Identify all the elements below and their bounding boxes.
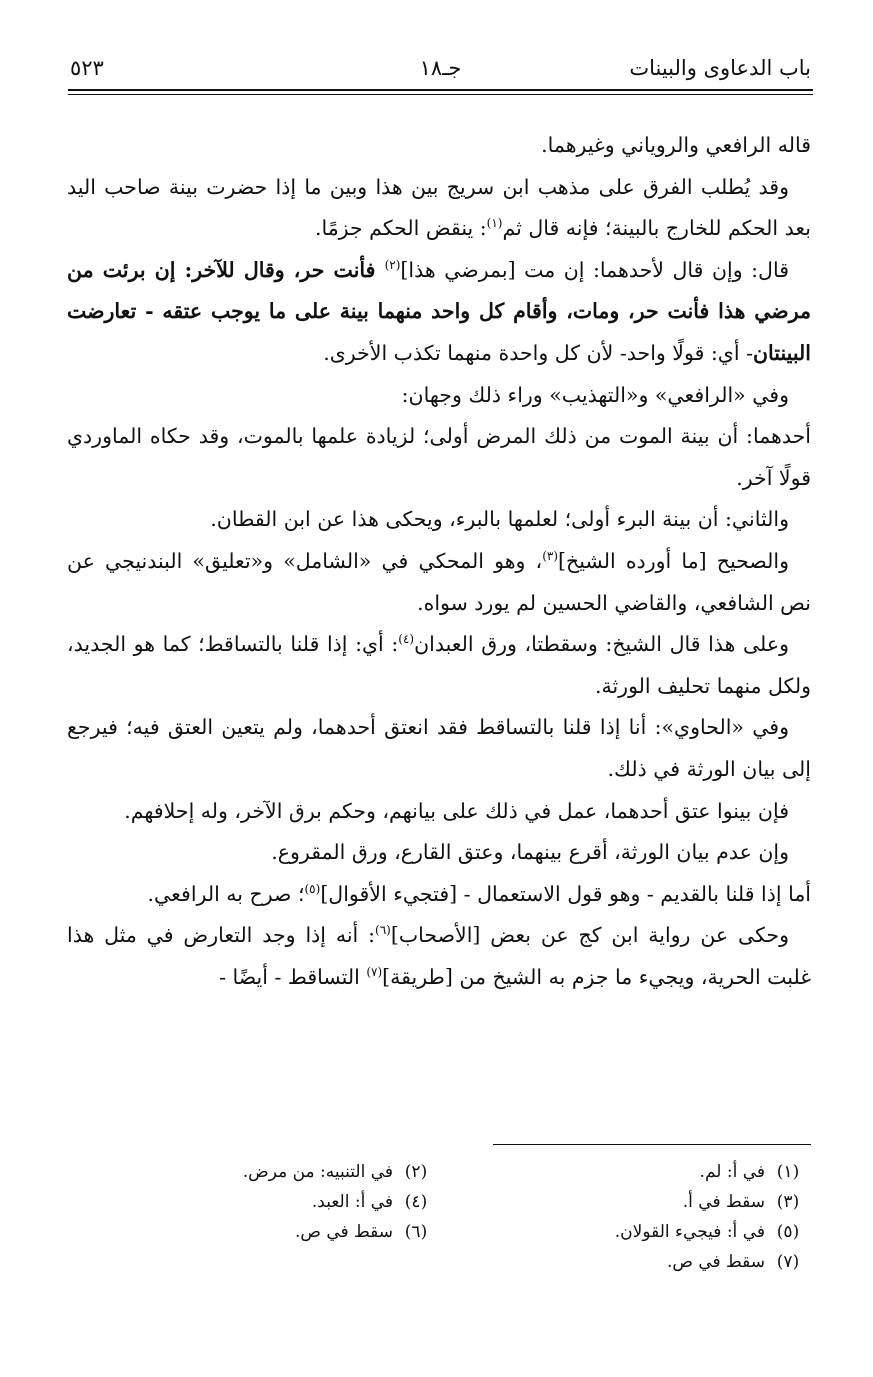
paragraph-text: وفي «الرافعي» و«التهذيب» وراء ذلك وجهان: [401, 382, 789, 407]
footnote [67, 1217, 439, 1247]
footnote-number: (٤) [404, 1192, 428, 1212]
footnote-ref: (١) [486, 216, 503, 231]
paragraph-text: والصحيح [ما أورده الشيخ] [558, 548, 789, 573]
header-rule-thick [68, 89, 813, 91]
footnote-text: سقط في أ. [682, 1192, 765, 1212]
footnote-ref: (٥) [304, 881, 321, 896]
paragraph [67, 791, 811, 833]
paragraph-text: فإن بينوا عتق أحدهما، عمل في ذلك على بيانهم، وحكم برق الآخر، وله إحلافهم. [124, 798, 789, 823]
footnotes [67, 1157, 811, 1277]
paragraph-text: أحدهما: أن بينة الموت من ذلك المرض أولى؛ لزيادة علمها بالموت، وقد حكاه الماوردي قولًا آخر. [67, 424, 811, 490]
header-rule-thin [68, 94, 813, 95]
footnote-row [67, 1157, 811, 1187]
footnote-divider [493, 1144, 811, 1145]
footnote-number: (٣) [776, 1192, 800, 1212]
footnote-ref: (٧) [366, 965, 383, 980]
paragraph [67, 375, 811, 417]
footnote-number: (٥) [776, 1222, 800, 1242]
footnote-ref: (٤) [398, 632, 415, 647]
footnote [439, 1157, 811, 1187]
footnote-text: في أ: العبد. [311, 1192, 393, 1212]
paragraph [67, 499, 811, 541]
paragraph-text: والثاني: أن بينة البرء أولى؛ لعلمها بالبرء، ويحكى هذا عن ابن القطان. [210, 507, 789, 532]
main-text [67, 125, 811, 998]
footnote-row [67, 1187, 811, 1217]
footnote-number: (٢) [404, 1162, 428, 1182]
footnote-text: سقط في ص. [666, 1252, 765, 1272]
paragraph-text: وفي «الحاوي»: أنا إذا قلنا بالتساقط فقد انعتق أحدهما، ولم يتعين العتق فيه؛ فيرجع إلى بيان الورثة في ذلك. [67, 715, 811, 781]
page-number: ٥٢٣ [70, 56, 104, 80]
footnote-row [67, 1247, 811, 1277]
footnote-number: (٧) [776, 1252, 800, 1272]
footnote [439, 1187, 811, 1217]
paragraph-text: : أي: إذا قلنا بالتساقط؛ كما هو الجديد، ولكل منهما تحليف الورثة. [67, 632, 811, 698]
paragraph [67, 416, 811, 499]
footnote-number: (٦) [404, 1222, 428, 1242]
paragraph-text: وحكى عن رواية ابن كج عن بعض [الأصحاب] [390, 923, 789, 948]
paragraph [67, 707, 811, 790]
footnote-text: في التنبيه: من مرض. [242, 1162, 393, 1182]
footnote-row [67, 1217, 811, 1247]
paragraph-text: وعلى هذا قال الشيخ: وسقطتا، ورق العبدان [414, 632, 789, 657]
paragraph [67, 167, 811, 250]
chapter-title: باب الدعاوى والبينات [629, 56, 811, 80]
volume-label: جـ١٨ [419, 56, 462, 80]
paragraph-text: التساقط - أيضًا - [219, 964, 367, 989]
footnote [439, 1247, 811, 1277]
paragraph [67, 125, 811, 167]
paragraph-text: : ينقض الحكم جزمًا. [314, 216, 487, 241]
paragraph-text: وإن عدم بيان الورثة، أقرع بينهما، وعتق القارع، ورق المقروع. [271, 840, 789, 865]
footnote [67, 1157, 439, 1187]
footnote-ref: (٢) [384, 257, 401, 272]
paragraph [67, 624, 811, 707]
footnote [67, 1187, 439, 1217]
running-header [70, 52, 811, 88]
footnote-ref: (٦) [375, 923, 391, 938]
footnote [439, 1217, 811, 1247]
paragraph-text: : أنه إذا وجد التعارض في مثل هذا غلبت الحرية، ويجيء ما جزم به الشيخ من [طريقة] [67, 923, 811, 989]
footnote-text: في أ: لم. [699, 1162, 765, 1182]
paragraph [67, 915, 811, 998]
footnote-text: في أ: فيجيء القولان. [614, 1222, 765, 1242]
paragraph [67, 874, 811, 916]
paragraph-text: قاله الرافعي والروياني وغيرهما. [541, 133, 811, 157]
footnote-ref: (٣) [542, 549, 559, 564]
footnote-text: سقط في ص. [294, 1222, 393, 1242]
paragraph-text: وقد يُطلب الفرق على مذهب ابن سريج بين هذا وبين ما إذا حضرت بينة صاحب اليد بعد الحكم للخارج بالبينة؛ فإنه قال ثم [67, 174, 811, 241]
paragraph [67, 250, 811, 375]
paragraph-text: أما إذا قلنا بالقديم - وهو قول الاستعمال - [فتجيء الأقوال] [320, 881, 811, 906]
paragraph-text: ، وهو المحكي في «الشامل» و«تعليق» البندنيجي عن نص الشافعي، والقاضي الحسين لم يورد سواه. [67, 548, 811, 615]
footnote-number: (١) [776, 1162, 800, 1182]
paragraph [67, 541, 811, 624]
paragraph-text: قال: وإن قال لأحدهما: إن مت [بمرضي هذا] [400, 257, 789, 282]
paragraph [67, 832, 811, 874]
paragraph-text: ؛ صرح به الرافعي. [147, 881, 305, 906]
paragraph-text: - أي: قولًا واحد- لأن كل واحدة منهما تكذب الأخرى. [323, 340, 753, 365]
bold-matn-text: فأنت حر، وقال للآخر: إن برئت من مرضي هذا فأنت حر، ومات، وأقام كل واحد منهما بينة على ما يوجب عتقه - تعارضت البينتان [67, 257, 811, 365]
